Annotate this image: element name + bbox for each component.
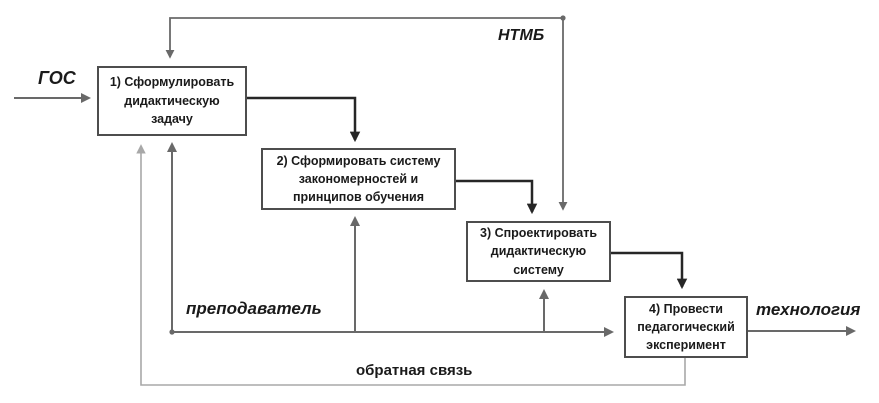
box-step-1-label: 1) Сформулировать дидактическую задачу (109, 74, 235, 127)
box-step-2 (261, 148, 456, 210)
connector-box2-box3 (456, 181, 532, 212)
label-gos-input: ГОС (38, 68, 76, 88)
connector-box1-box2 (247, 98, 355, 140)
box-step-4-label: 4) Провести педагогический эксперимент (637, 301, 735, 353)
label-ntmb-source: НТМБ (498, 27, 545, 44)
box-step-2-label: 2) Сформировать систему закономерностей и принципов обучения (276, 153, 441, 205)
junction-dot-ntmb (560, 15, 565, 20)
box-step-3 (466, 221, 611, 282)
connector-box3-box4 (611, 253, 682, 287)
box-step-4 (624, 296, 748, 358)
label-technology-output: технология (756, 300, 861, 319)
label-teacher: преподаватель (186, 299, 322, 318)
junction-dot-teacher (169, 329, 174, 334)
box-step-3-label: 3) Спроектировать дидактическую систему (480, 226, 597, 277)
label-feedback: обратная связь (356, 362, 473, 379)
box-step-1 (97, 66, 247, 136)
